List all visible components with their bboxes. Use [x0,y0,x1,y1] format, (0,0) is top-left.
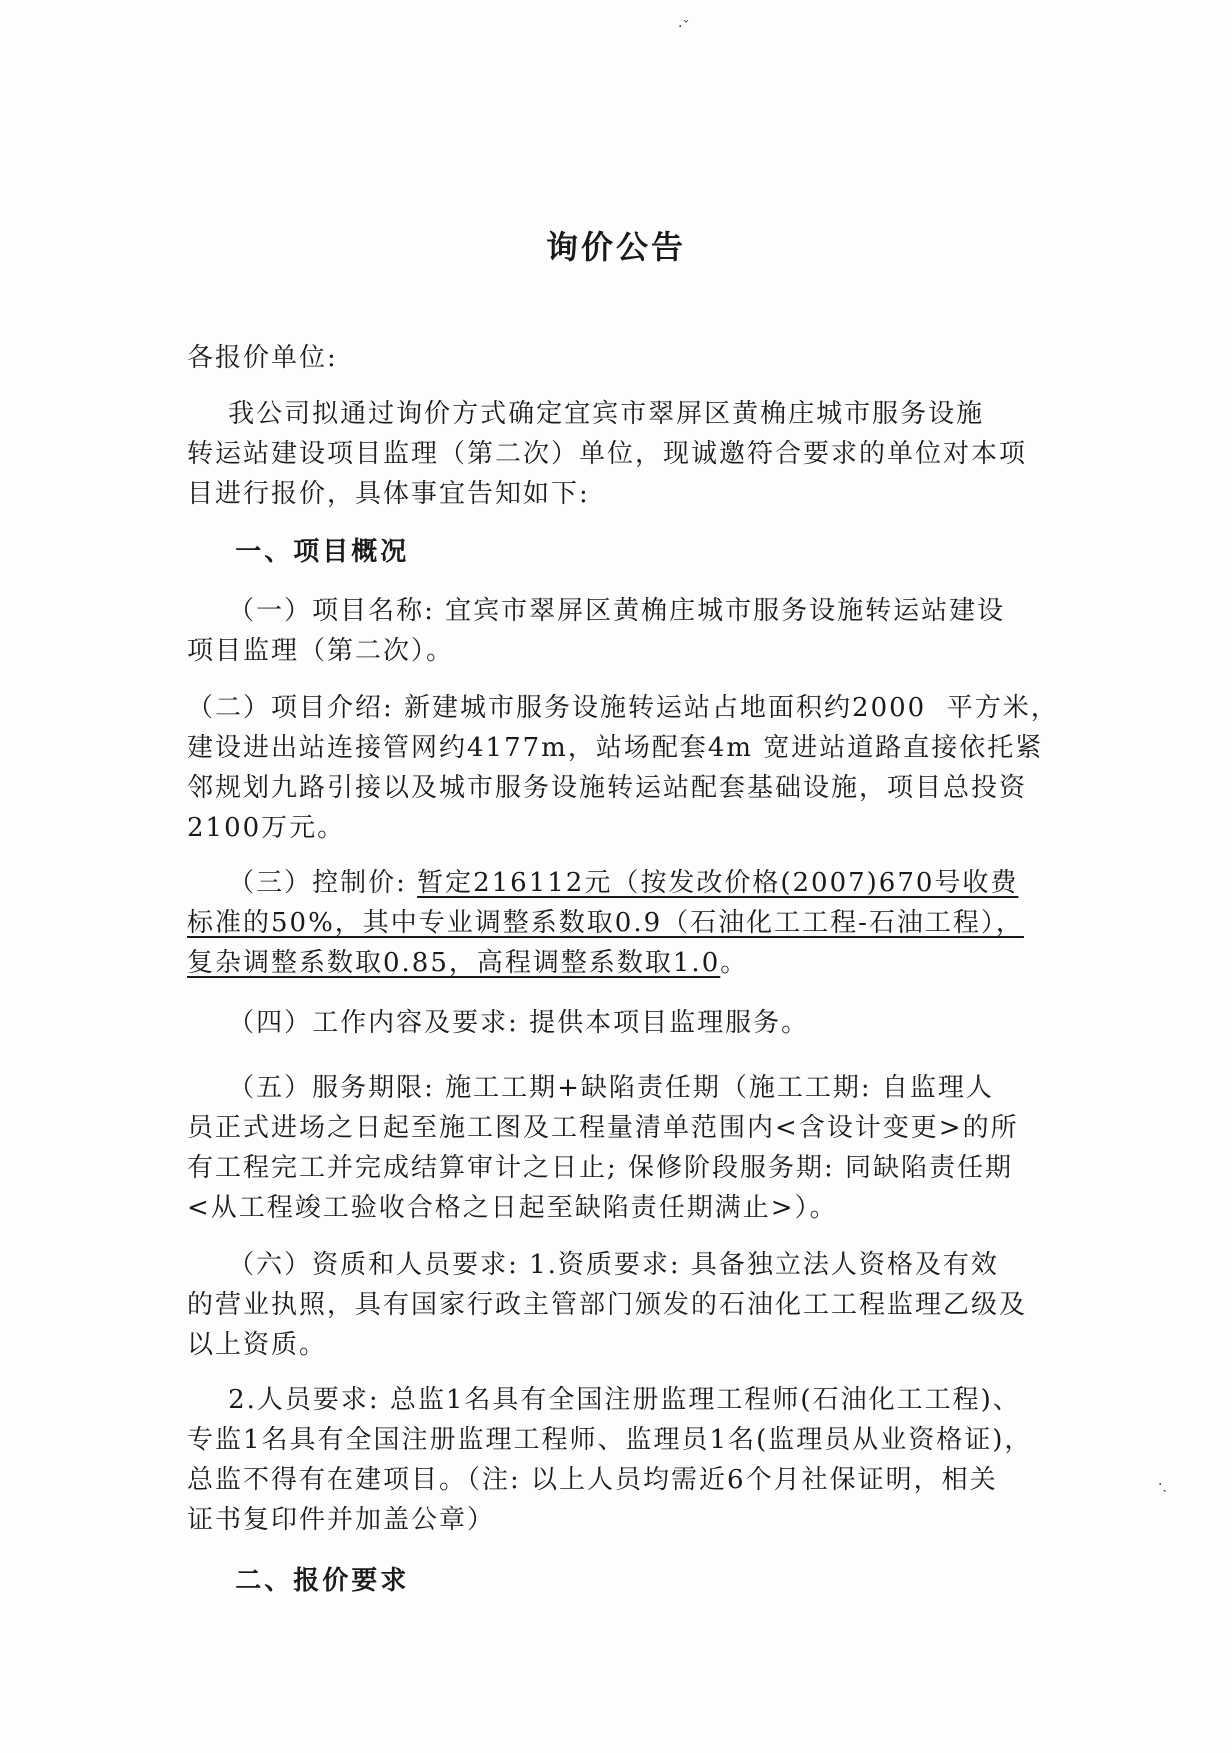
item-project-name: （一）项目名称: 宜宾市翠屏区黄桷庄城市服务设施转运站建设 项目监理（第二次）。 [187,596,1006,666]
intro-paragraph: 我公司拟通过询价方式确定宜宾市翠屏区黄桷庄城市服务设施 转运站建设项目监理（第二次）单位，现诚邀符合要求的单位对本项 目进行报价，具体事宜告知如下: [187,399,1028,509]
control-price-suffix: 。 [720,948,749,978]
section-heading-quote-requirements: 二、报价要求 [187,1566,410,1596]
scan-speck: ·ˇ [678,19,690,35]
item-work-content: （四）工作内容及要求: 提供本项目监理服务。 [187,1008,810,1038]
control-price-prefix: （三）控制价: [187,868,418,898]
item-control-price [187,863,1067,983]
control-price-underlined: 暂定216112元（按发改价格(2007)670号收费 标准的50%，其中专业调整系数取0.9（石油化工工程-石油工程）， 复杂调整系数取0.85，高程调整系数取1.0 [187,868,1024,978]
item-qualification: （六）资质和人员要求: 1.资质要求: 具备独立法人资格及有效 的营业执照，具有国家行政主管部门颁发的石油化工工程监理乙级及 以上资质。 [187,1250,1028,1360]
section-heading-project-overview: 一、项目概况 [187,537,410,567]
page-title: 询价公告 [545,228,686,266]
item-project-intro: （二）项目介绍: 新建城市服务设施转运站占地面积约2000 平方米， 建设进出站连接管网约4177m，站场配套4m 宽进站道路直接依托紧 邻规划九路引接以及城市服务设施转运站配套基础设施，项目总投资 2100万元。 [187,693,1059,843]
salutation: 各报价单位: [187,343,338,373]
scan-speck: ·ˎ [1158,1477,1168,1493]
item-service-period: （五）服务期限: 施工工期+缺陷责任期（施工工期: 自监理人 员正式进场之日起至施工图及工程量清单范围内<含设计变更>的所 有工程完工并完成结算审计之日止; 保修阶段服务期: 同缺陷责任期 <从工程竣工验收合格之日起至缺陷责任期满止>）。 [187,1073,1019,1223]
item-personnel: 2.人员要求: 总监1名具有全国注册监理工程师(石油化工工程)、 专监1名具有全国注册监理工程师、监理员1名(监理员从业资格证)， 总监不得有在建项目。（注: 以上人员均需近6个月社保证明，相关 证书复印件并加盖公章） [187,1385,1033,1535]
